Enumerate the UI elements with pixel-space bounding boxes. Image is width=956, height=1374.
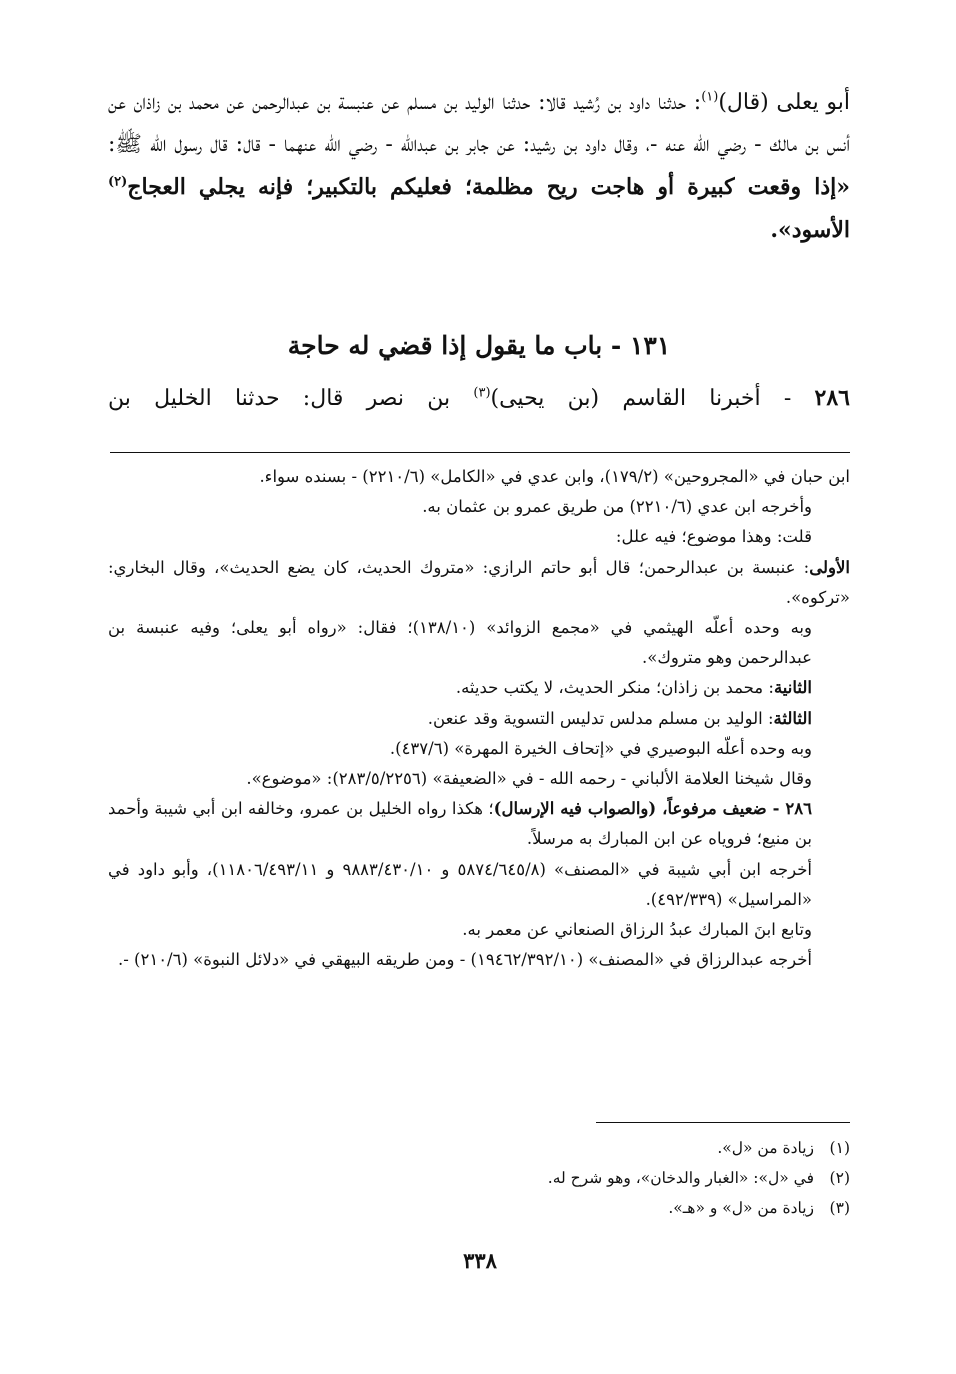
main-text-segment: : حدثنا داود بن رُشيد قالا: حدثنا الوليد بن مسلم عن عنبسة بن عبدالرحمن عن محمد بن زاذان عن أنس بن مالك - رضي الله عنه -، وقال داود بن رشيد: عن جابر بن عبدالله - رضي الله عنهما - قال: قال رسول الله ﷺ: — [108, 90, 850, 157]
hadith-number: ٢٨٦ — [814, 385, 850, 411]
main-text — [108, 82, 850, 252]
footnote-ref-3: (٣) — [473, 385, 491, 401]
commentary-label: الأولى — [809, 557, 850, 577]
commentary-label: الثالثة — [773, 708, 812, 728]
footnote-text: زيادة من «ل». — [717, 1139, 814, 1157]
footnotes — [300, 1133, 850, 1223]
footnote-text: زيادة من «ل» و «هـ». — [668, 1199, 814, 1217]
commentary-label: الثانية — [773, 678, 812, 698]
commentary-text: : عنبسة بن عبدالرحمن؛ قال أبو حاتم الرازي: «متروك الحديث، كان يضع الحديث»، وقال البخاري: «تركوه». — [108, 557, 850, 607]
commentary-text: ؛ هكذا رواه الخليل بن عمرو، وخالفه ابن أبي شيبة وأحمد بن منيع؛ فروياه عن ابن المبارك به مرسلاً. — [108, 799, 812, 849]
main-divider — [110, 452, 850, 453]
section-heading: ١٣١ - باب ما يقول إذا قضي له حاجة — [287, 331, 671, 360]
footnote — [300, 1163, 850, 1193]
footnote — [300, 1133, 850, 1163]
footnote-number: (١) — [829, 1139, 850, 1157]
commentary-line — [108, 673, 850, 703]
commentary-text: : الوليد بن مسلم مدلس تدليس التسوية وقد عنعن. — [427, 708, 774, 728]
hadith-text: - أخبرنا القاسم (بن يحيى) — [490, 386, 815, 411]
commentary-line: وبه وحده أعلّه الهيثمي في «مجمع الزوائد» (١٣٨/١٠)؛ فقال: «رواه أبو يعلى؛ وفيه عنبسة بن عبدالرحمن وهو متروك». — [108, 618, 812, 668]
footnote-ref-1: (١) — [701, 89, 719, 105]
hadith-quote-end: الأسود». — [770, 217, 850, 243]
commentary-line: وتابع ابنَ المبارك عبدُ الرزاق الصنعاني عن معمر به. — [462, 920, 812, 940]
footnote-divider — [596, 1122, 850, 1123]
main-paragraph — [108, 82, 850, 252]
hadith-286-opening — [108, 378, 850, 419]
footnote-number: (٣) — [829, 1199, 850, 1217]
main-text-segment: أبو يعلى (قال) — [718, 90, 850, 115]
commentary-line — [108, 704, 850, 734]
footnote-text: في «ل»: «الغبار والدخان»، وهو شرح له. — [547, 1169, 814, 1187]
hadith-quote: «إذا وقعت كبيرة أو هاجت ريح مظلمة؛ فعليكم بالتكبير؛ فإنه يجلي العجاج — [127, 174, 850, 200]
commentary-line — [108, 553, 850, 613]
commentary-line: ابن حبان في «المجروحين» (١٧٩/٢)، وابن عدي في «الكامل» (٢٢١٠/٦) - بسنده سواء. — [259, 467, 850, 486]
commentary-line — [108, 794, 850, 854]
commentary-line: أخرجه ابن أبي شيبة في «المصنف» (٥٨٧٤/٦٤٥/٨ و ٩٨٨٣/٤٣٠/١٠ و ١١٨٠٦/٤٩٣/١١)، وأبو داود في «المراسيل» (٤٩٢/٣٣٩). — [108, 859, 813, 909]
footnote-ref-2: (٢) — [108, 174, 128, 190]
page-number: ٣٣٨ — [463, 1248, 497, 1273]
commentary-line: قلت: وهذا موضوع؛ فيه علل: — [615, 527, 812, 547]
commentary — [108, 462, 850, 975]
commentary-text: : محمد بن زاذان؛ منكر الحديث، لا يكتب حديثه. — [455, 678, 774, 698]
footnote — [300, 1193, 850, 1223]
grading-label: ٢٨٦ - ضعيف مرفوعاً، (والصواب فيه الإرسال) — [493, 799, 812, 819]
commentary-line: وأخرجه ابن عدي (٢٢١٠/٦) من طريق عمرو بن عثمان به. — [422, 497, 812, 517]
commentary-line: وقال شيخنا العلامة الألباني - رحمه الله - في «الضعيفة» (٢٨٣/٥/٢٢٥٦): «موضوع». — [246, 769, 812, 789]
footnote-number: (٢) — [829, 1169, 850, 1187]
commentary-line: وبه وحده أعلّه البوصيري في «إتحاف الخيرة المهرة» (٤٣٧/٦). — [389, 738, 812, 758]
hadith-text: بن نصر قال: حدثنا الخليل بن — [108, 386, 474, 411]
commentary-line: أخرجه عبدالرزاق في «المصنف» (١٩٤٦٢/٣٩٢/١٠) - ومن طريقه البيهقي في «دلائل النبوة» (٢١٠/٦) -. — [117, 950, 812, 970]
